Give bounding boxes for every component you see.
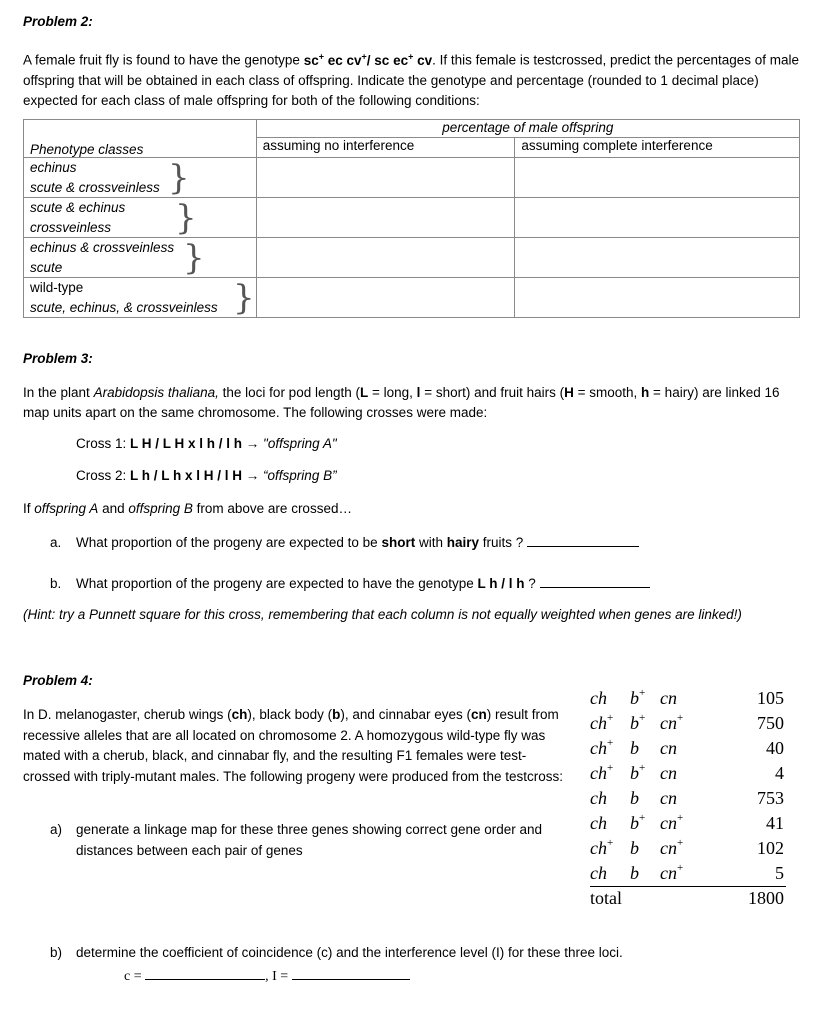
total-rule bbox=[590, 886, 786, 887]
punnett-hint: (Hint: try a Punnett square for this cross, remembering that each column is not equally weighted when genes are linked!) bbox=[23, 607, 742, 622]
progeny-count: 102 bbox=[757, 838, 784, 858]
total-value: 1800 bbox=[748, 888, 784, 908]
coincidence-answer-line: c = , I = bbox=[124, 967, 410, 985]
answer-cell-no-interference[interactable] bbox=[256, 198, 515, 238]
answer-blank-3a[interactable] bbox=[527, 534, 639, 547]
progeny-row: ch b+ cn+ 41 bbox=[590, 812, 784, 833]
answer-cell-no-interference[interactable] bbox=[256, 238, 515, 278]
phenotype-b: scute, echinus, & crossveinless bbox=[30, 300, 218, 315]
answer-cell-no-interference[interactable] bbox=[256, 158, 515, 198]
question-3b: b. What proportion of the progeny are expected to have the genotype L h / l h ? bbox=[50, 575, 650, 591]
progeny-row: ch b+ cn 105 bbox=[590, 687, 784, 708]
progeny-total-row bbox=[590, 888, 790, 913]
progeny-row: ch+ b cn 40 bbox=[590, 737, 784, 758]
progeny-count: 753 bbox=[757, 788, 784, 808]
progeny-row: ch b cn+ 5 bbox=[590, 862, 784, 883]
brace-icon: } bbox=[233, 278, 255, 318]
problem3-title: Problem 3: bbox=[23, 351, 93, 366]
answer-blank-3b[interactable] bbox=[540, 575, 650, 588]
progeny-row: ch+ b cn+ 102 bbox=[590, 837, 784, 858]
no-interference-header: assuming no interference bbox=[256, 138, 515, 158]
answer-cell-complete-interference[interactable] bbox=[515, 198, 800, 238]
complete-interference-header: assuming complete interference bbox=[515, 138, 800, 158]
answer-blank-c[interactable] bbox=[145, 967, 265, 980]
if-crossed-text: If offspring A and offspring B from above are crossed… bbox=[23, 501, 352, 516]
progeny-row: ch+ b+ cn 4 bbox=[590, 762, 784, 783]
offspring-table bbox=[23, 119, 800, 318]
percentage-header: percentage of male offspring bbox=[256, 120, 799, 138]
progeny-table bbox=[590, 688, 790, 913]
phenotype-a: wild-type bbox=[30, 280, 84, 295]
cross-2: Cross 2: L h / L h x l H / l H → “offspring B” bbox=[76, 468, 337, 483]
phen-header-blank bbox=[24, 120, 257, 138]
problem4-title: Problem 4: bbox=[23, 673, 93, 688]
problem3-intro: In the plant Arabidopsis thaliana, the loci for pod length (L = long, l = short) and fruit hairs (H = smooth, h = hairy) are linked 16 map units apart on the same chromosome. The following crosses were made: bbox=[23, 385, 780, 420]
phenotype-b: scute bbox=[30, 260, 63, 275]
answer-cell-complete-interference[interactable] bbox=[515, 158, 800, 198]
progeny-count: 40 bbox=[766, 738, 784, 758]
total-label: total bbox=[590, 888, 622, 908]
phenotype-a: scute & echinus bbox=[30, 200, 126, 215]
p2-text-a: A female fruit fly is found to have the genotype bbox=[23, 52, 304, 68]
table-row bbox=[24, 198, 800, 238]
answer-cell-no-interference[interactable] bbox=[256, 278, 515, 318]
brace-icon: } bbox=[175, 198, 197, 238]
progeny-count: 41 bbox=[766, 813, 784, 833]
phenotype-a: echinus & crossveinless bbox=[30, 240, 175, 255]
answer-cell-complete-interference[interactable] bbox=[515, 278, 800, 318]
problem2-text bbox=[23, 46, 808, 111]
progeny-count: 5 bbox=[775, 863, 784, 883]
question-3a: a. What proportion of the progeny are expected to be short with hairy fruits ? bbox=[50, 534, 639, 550]
phenotype-a: echinus bbox=[30, 160, 77, 175]
p2-text-b: . If this female is testcrossed, predict the percentages of male offspring that will be obtained in each class of offspring. Indicate the genotype and percentage (rounded to 1 decimal place) expected for each class of male offspring for both of the following conditions: bbox=[23, 52, 800, 108]
problem2-title: Problem 2: bbox=[23, 14, 93, 29]
table-row bbox=[24, 238, 800, 278]
progeny-row: ch+ b+ cn+ 750 bbox=[590, 712, 784, 733]
table-row bbox=[24, 158, 800, 198]
phenotype-b: crossveinless bbox=[30, 220, 112, 235]
cross-1: Cross 1: L H / L H x l h / l h → "offspring A" bbox=[76, 436, 337, 451]
question-4b: b) determine the coefficient of coincidence (c) and the interference level (I) for these three loci. bbox=[50, 945, 623, 960]
progeny-row: ch b cn 753 bbox=[590, 788, 784, 808]
phenotype-classes-header: Phenotype classes bbox=[24, 138, 257, 158]
answer-blank-i[interactable] bbox=[292, 967, 410, 980]
progeny-count: 4 bbox=[775, 763, 784, 783]
phenotype-b: scute & crossveinless bbox=[30, 180, 160, 195]
question-4a: a) generate a linkage map for these three genes showing correct gene order and distances between each pair of genes bbox=[50, 822, 543, 858]
progeny-count: 750 bbox=[757, 713, 784, 733]
brace-icon: } bbox=[183, 238, 205, 278]
brace-icon: } bbox=[168, 158, 190, 198]
progeny-count: 105 bbox=[757, 688, 784, 708]
problem4-intro: In D. melanogaster, cherub wings (ch), black body (b), and cinnabar eyes (cn) result from recessive alleles that are all located on chromosome 2. A homozygous wild-type fly was mated with a cherub, black, and cinnabar fly, and the resulting F1 females were test-crossed with triply-mutant males. The following progeny were produced from the testcross: bbox=[23, 707, 563, 785]
table-row bbox=[24, 278, 800, 318]
answer-cell-complete-interference[interactable] bbox=[515, 238, 800, 278]
p2-genotype: sc+ ec cv+/ sc ec+ cv bbox=[303, 51, 433, 68]
